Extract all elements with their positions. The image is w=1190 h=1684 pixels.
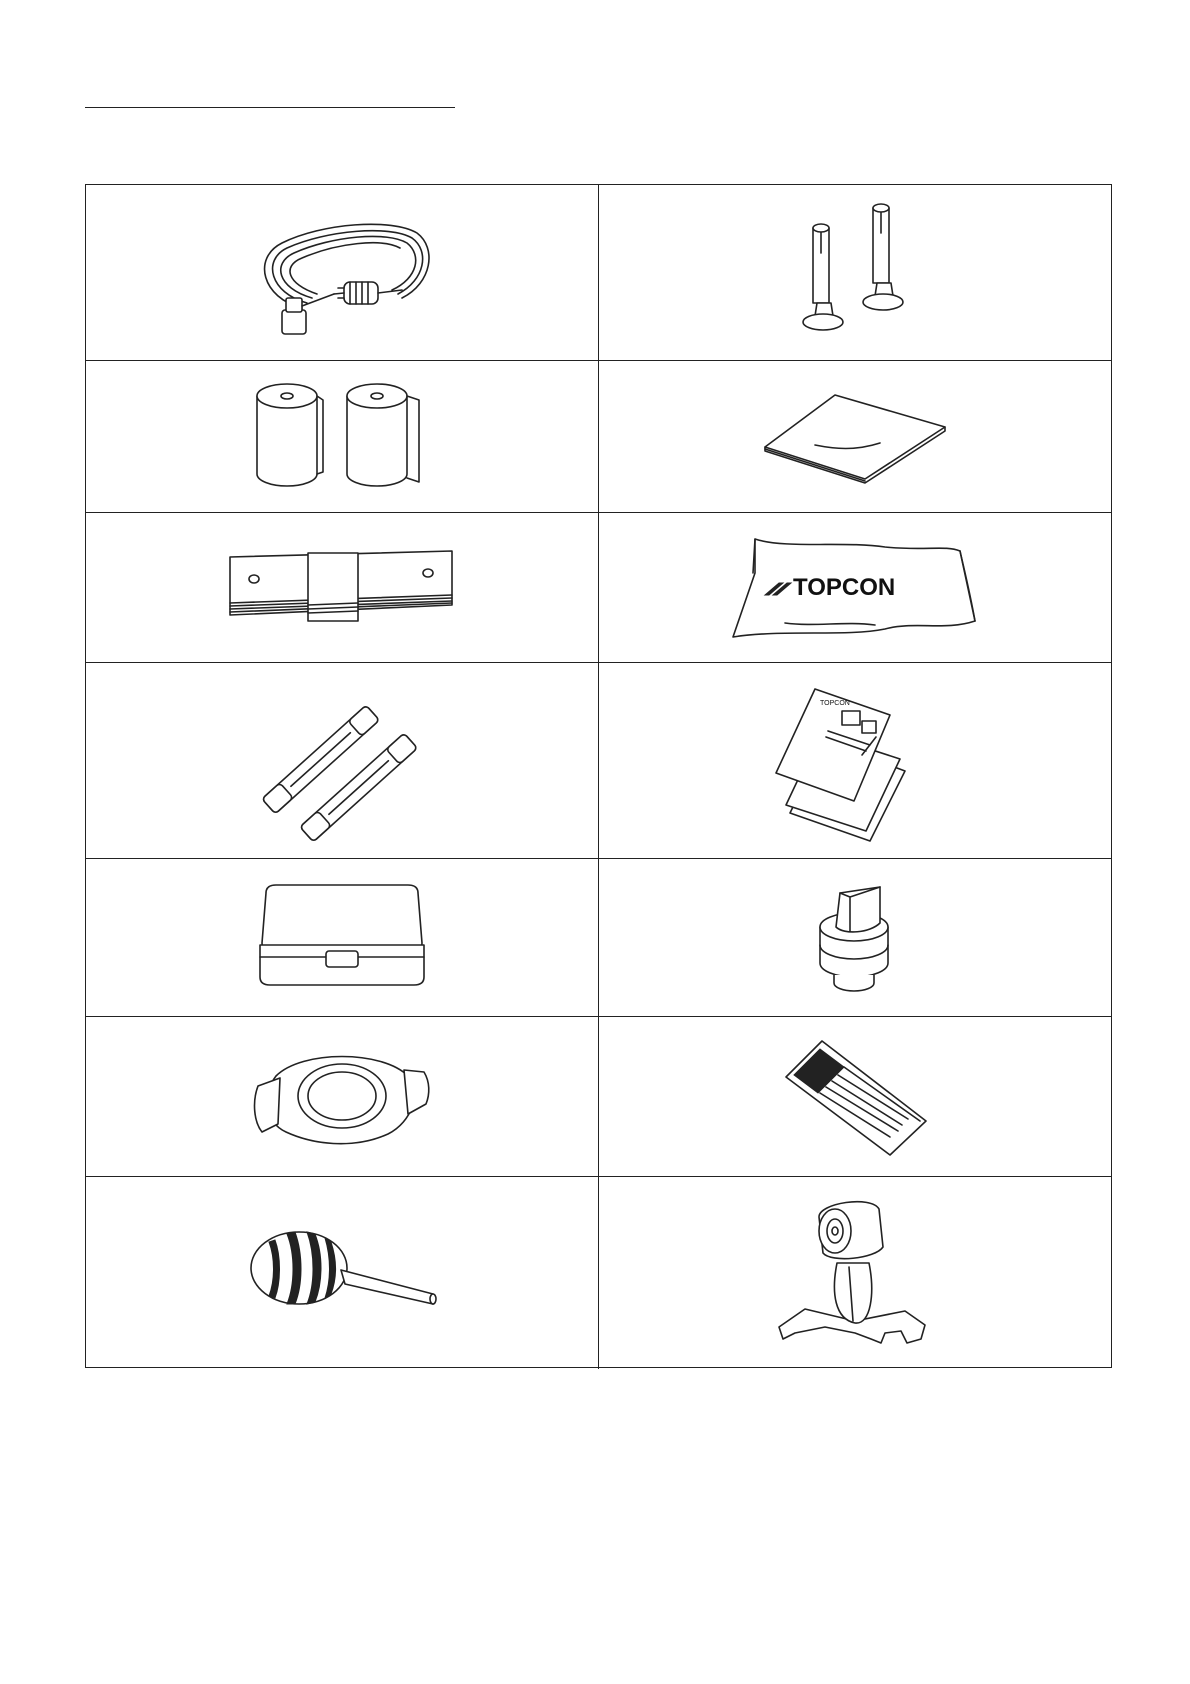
printer-paper-rolls-icon: [247, 382, 437, 492]
cell-dust-blower: [86, 1177, 599, 1369]
cell-printer-paper-rolls: [86, 361, 599, 513]
cell-power-cord: [86, 185, 599, 361]
cell-adapter-cap: [599, 859, 1111, 1017]
cell-dust-cover: [599, 513, 1111, 663]
cell-instruction-manuals: [599, 663, 1111, 859]
dust-blower-icon: [247, 1218, 437, 1328]
accessories-table: [85, 184, 1112, 1368]
cell-chin-rest-pins: [599, 185, 1111, 361]
model-eye-stand-icon: [775, 1193, 935, 1353]
manual-brand: TOPCON: [820, 699, 850, 707]
cell-booklet: [599, 361, 1111, 513]
lens-cap-icon: [252, 1042, 432, 1152]
chin-rest-paper-pad-icon: [222, 543, 462, 633]
header-rule: [85, 107, 455, 108]
cell-model-eye-stand: [599, 1177, 1111, 1369]
storage-case-icon: [252, 883, 432, 993]
booklet-icon: [755, 387, 955, 487]
cell-wipes-packet: [599, 1017, 1111, 1177]
cell-storage-case: [86, 859, 599, 1017]
cell-fuses: [86, 663, 599, 859]
cell-lens-cap: [86, 1017, 599, 1177]
fuses-icon: [252, 691, 432, 831]
cell-chin-rest-paper-pad: [86, 513, 599, 663]
dust-cover-brand: TOPCON: [793, 573, 896, 601]
wipes-packet-icon: [780, 1037, 930, 1157]
chin-rest-pins-icon: [785, 198, 925, 348]
instruction-manuals-icon: [770, 681, 940, 841]
power-cord-icon: [242, 198, 442, 348]
dust-cover-icon: [725, 533, 985, 643]
adapter-cap-icon: [810, 883, 900, 993]
